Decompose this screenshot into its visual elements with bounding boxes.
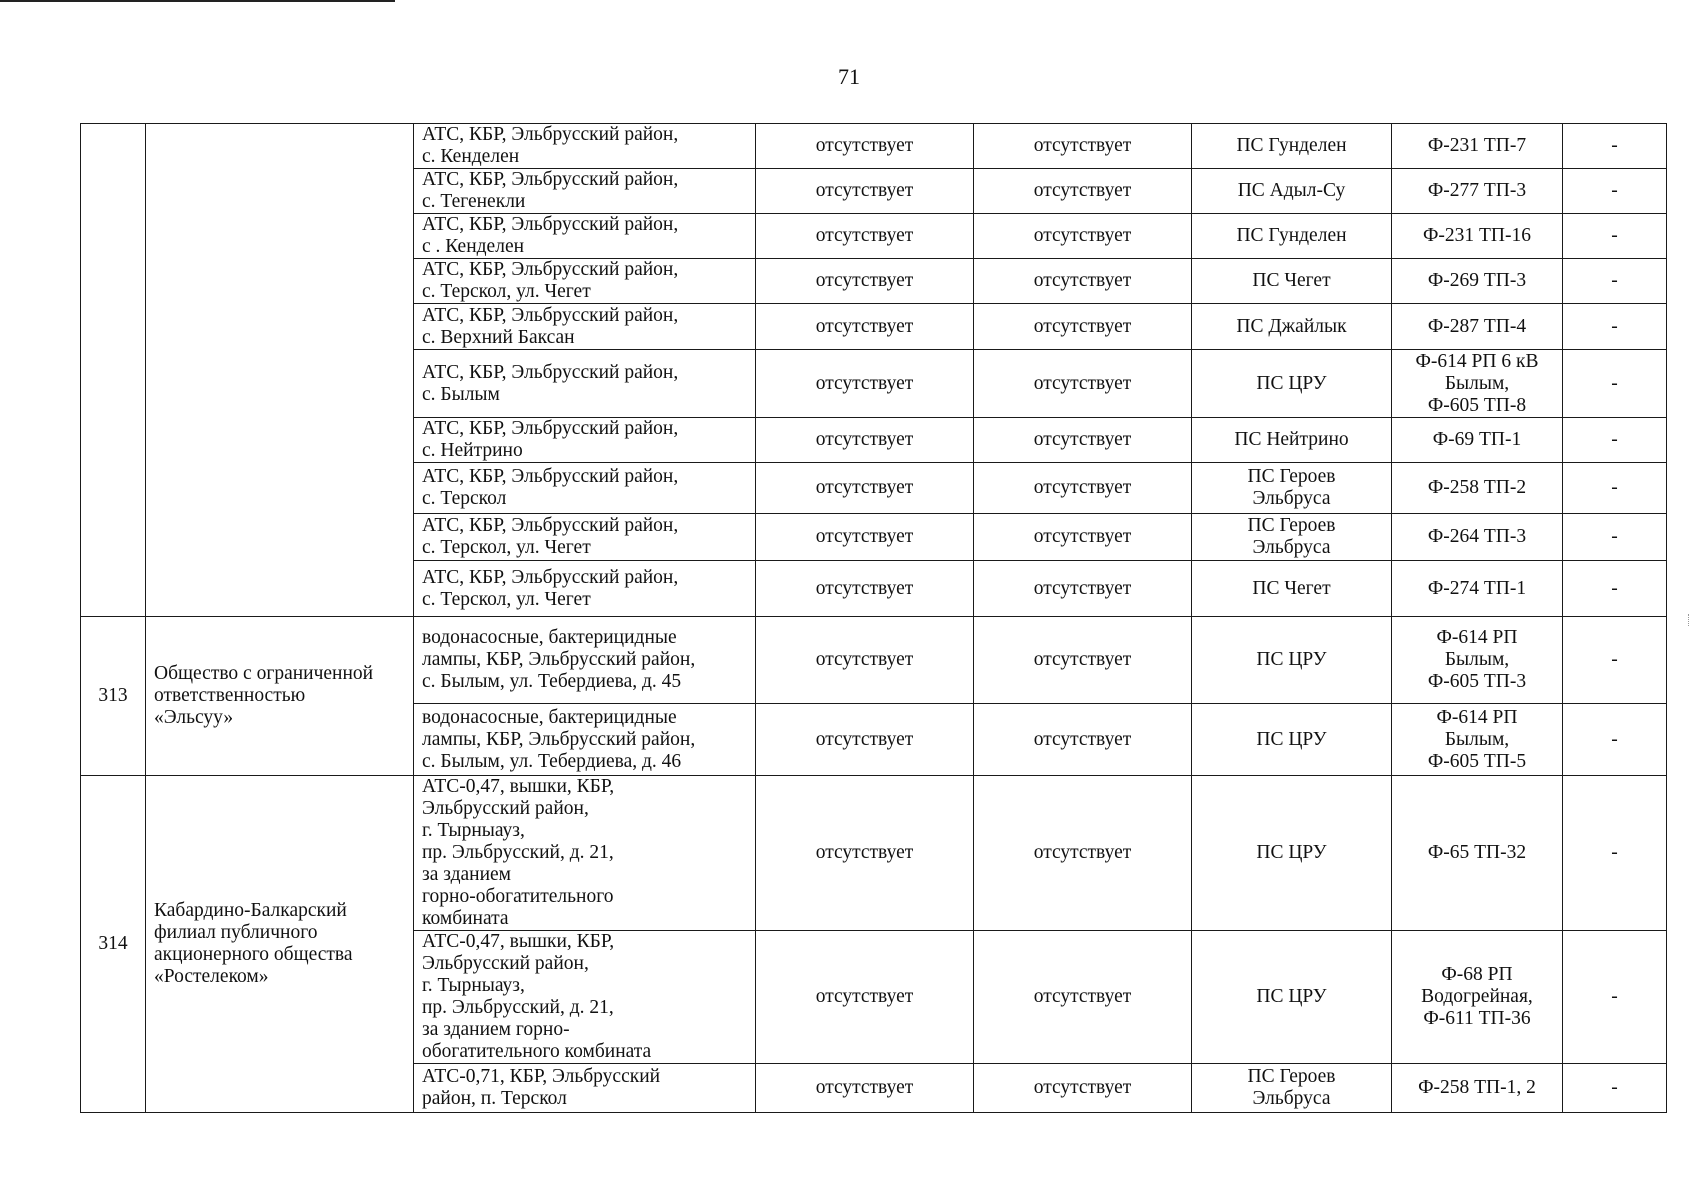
feeder-cell: Ф-614 РП Былым, Ф-605 ТП-3: [1392, 617, 1563, 704]
object-cell: АТС-0,47, вышки, КБР, Эльбрусский район, г. Тырныауз, пр. Эльбрусский, д. 21, за зданием горно- обогатительного комбината: [414, 931, 756, 1064]
status-cell: отсутствует: [756, 214, 974, 259]
dash-cell: -: [1563, 169, 1667, 214]
feeder-cell: Ф-258 ТП-1, 2: [1392, 1064, 1563, 1113]
substation-cell: ПС Героев Эльбруса: [1192, 463, 1392, 514]
status-cell: отсутствует: [974, 1064, 1192, 1113]
status-cell: отсутствует: [756, 514, 974, 561]
feeder-cell: Ф-65 ТП-32: [1392, 776, 1563, 931]
dash-cell: -: [1563, 931, 1667, 1064]
row-number-cell: 313: [81, 617, 146, 776]
feeder-cell: Ф-264 ТП-3: [1392, 514, 1563, 561]
status-cell: отсутствует: [974, 561, 1192, 617]
organization-cell: [146, 124, 414, 617]
status-cell: отсутствует: [974, 124, 1192, 169]
status-cell: отсутствует: [756, 350, 974, 418]
object-cell: водонасосные, бактерицидные лампы, КБР, Эльбрусский район, с. Былым, ул. Тебердиева, д. 46: [414, 704, 756, 776]
dash-cell: -: [1563, 617, 1667, 704]
substation-cell: ПС Нейтрино: [1192, 418, 1392, 463]
status-cell: отсутствует: [974, 704, 1192, 776]
feeder-cell: Ф-287 ТП-4: [1392, 304, 1563, 350]
dash-cell: -: [1563, 561, 1667, 617]
status-cell: отсутствует: [756, 124, 974, 169]
registry-table: [80, 123, 1667, 1113]
status-cell: отсутствует: [974, 169, 1192, 214]
status-cell: отсутствует: [974, 617, 1192, 704]
dash-cell: -: [1563, 514, 1667, 561]
page-number: 71: [838, 64, 860, 89]
feeder-cell: Ф-69 ТП-1: [1392, 418, 1563, 463]
status-cell: отсутствует: [974, 514, 1192, 561]
feeder-cell: Ф-269 ТП-3: [1392, 259, 1563, 304]
dash-cell: -: [1563, 304, 1667, 350]
status-cell: отсутствует: [756, 463, 974, 514]
dash-cell: -: [1563, 259, 1667, 304]
scan-top-rule: [0, 0, 395, 2]
feeder-cell: Ф-614 РП Былым, Ф-605 ТП-5: [1392, 704, 1563, 776]
substation-cell: ПС ЦРУ: [1192, 617, 1392, 704]
substation-cell: ПС ЦРУ: [1192, 350, 1392, 418]
status-cell: отсутствует: [756, 418, 974, 463]
feeder-cell: Ф-231 ТП-16: [1392, 214, 1563, 259]
status-cell: отсутствует: [974, 418, 1192, 463]
status-cell: отсутствует: [756, 259, 974, 304]
status-cell: отсутствует: [974, 931, 1192, 1064]
object-cell: АТС, КБР, Эльбрусский район, с. Кенделен: [414, 124, 756, 169]
status-cell: отсутствует: [974, 463, 1192, 514]
substation-cell: ПС Чегет: [1192, 561, 1392, 617]
row-number-cell: [81, 124, 146, 617]
object-cell: АТС-0,71, КБР, Эльбрусский район, п. Терскол: [414, 1064, 756, 1113]
object-cell: АТС, КБР, Эльбрусский район, с. Верхний Баксан: [414, 304, 756, 350]
object-cell: АТС, КБР, Эльбрусский район, с. Былым: [414, 350, 756, 418]
object-cell: АТС, КБР, Эльбрусский район, с. Терскол, ул. Чегет: [414, 514, 756, 561]
feeder-cell: Ф-68 РП Водогрейная, Ф-611 ТП-36: [1392, 931, 1563, 1064]
substation-cell: ПС Гунделен: [1192, 124, 1392, 169]
status-cell: отсутствует: [756, 931, 974, 1064]
organization-cell: [146, 617, 414, 776]
dash-cell: -: [1563, 463, 1667, 514]
dash-cell: -: [1563, 704, 1667, 776]
object-cell: АТС, КБР, Эльбрусский район, с. Терскол: [414, 463, 756, 514]
status-cell: отсутствует: [756, 561, 974, 617]
feeder-cell: Ф-277 ТП-3: [1392, 169, 1563, 214]
object-cell: АТС, КБР, Эльбрусский район, с . Кенделен: [414, 214, 756, 259]
status-cell: отсутствует: [756, 304, 974, 350]
object-cell: АТС, КБР, Эльбрусский район, с. Терскол, ул. Чегет: [414, 259, 756, 304]
feeder-cell: Ф-231 ТП-7: [1392, 124, 1563, 169]
status-cell: отсутствует: [974, 304, 1192, 350]
table-row: [81, 776, 1667, 931]
substation-cell: ПС Адыл-Су: [1192, 169, 1392, 214]
substation-cell: ПС Героев Эльбруса: [1192, 514, 1392, 561]
object-cell: АТС-0,47, вышки, КБР, Эльбрусский район, г. Тырныауз, пр. Эльбрусский, д. 21, за зданием горно-обогатительного комбината: [414, 776, 756, 931]
organization-name: Общество с ограниченной ответственностью «Эльсуу»: [154, 663, 374, 728]
table-row: [81, 617, 1667, 704]
dash-cell: -: [1563, 1064, 1667, 1113]
status-cell: отсутствует: [756, 617, 974, 704]
feeder-cell: Ф-614 РП 6 кВ Былым, Ф-605 ТП-8: [1392, 350, 1563, 418]
status-cell: отсутствует: [974, 776, 1192, 931]
substation-cell: ПС Гунделен: [1192, 214, 1392, 259]
status-cell: отсутствует: [756, 169, 974, 214]
feeder-cell: Ф-274 ТП-1: [1392, 561, 1563, 617]
status-cell: отсутствует: [974, 259, 1192, 304]
status-cell: отсутствует: [974, 214, 1192, 259]
object-cell: АТС, КБР, Эльбрусский район, с. Тегенекли: [414, 169, 756, 214]
status-cell: отсутствует: [756, 704, 974, 776]
organization-cell: [146, 776, 414, 1113]
dash-cell: -: [1563, 214, 1667, 259]
substation-cell: ПС Чегет: [1192, 259, 1392, 304]
status-cell: отсутствует: [974, 350, 1192, 418]
substation-cell: ПС ЦРУ: [1192, 931, 1392, 1064]
dash-cell: -: [1563, 350, 1667, 418]
dash-cell: -: [1563, 776, 1667, 931]
dash-cell: -: [1563, 418, 1667, 463]
dash-cell: -: [1563, 124, 1667, 169]
substation-cell: ПС Джайлык: [1192, 304, 1392, 350]
status-cell: отсутствует: [756, 1064, 974, 1113]
feeder-cell: Ф-258 ТП-2: [1392, 463, 1563, 514]
table-row: [81, 124, 1667, 169]
organization-name: Кабардино-Балкарский филиал публичного акционерного общества «Ростелеком»: [154, 900, 353, 987]
object-cell: АТС, КБР, Эльбрусский район, с. Нейтрино: [414, 418, 756, 463]
substation-cell: ПС ЦРУ: [1192, 776, 1392, 931]
row-number-cell: 314: [81, 776, 146, 1113]
substation-cell: ПС Героев Эльбруса: [1192, 1064, 1392, 1113]
object-cell: водонасосные, бактерицидные лампы, КБР, Эльбрусский район, с. Былым, ул. Тебердиева, д. 45: [414, 617, 756, 704]
status-cell: отсутствует: [756, 776, 974, 931]
substation-cell: ПС ЦРУ: [1192, 704, 1392, 776]
scan-artifact: [1688, 614, 1695, 626]
object-cell: АТС, КБР, Эльбрусский район, с. Терскол, ул. Чегет: [414, 561, 756, 617]
